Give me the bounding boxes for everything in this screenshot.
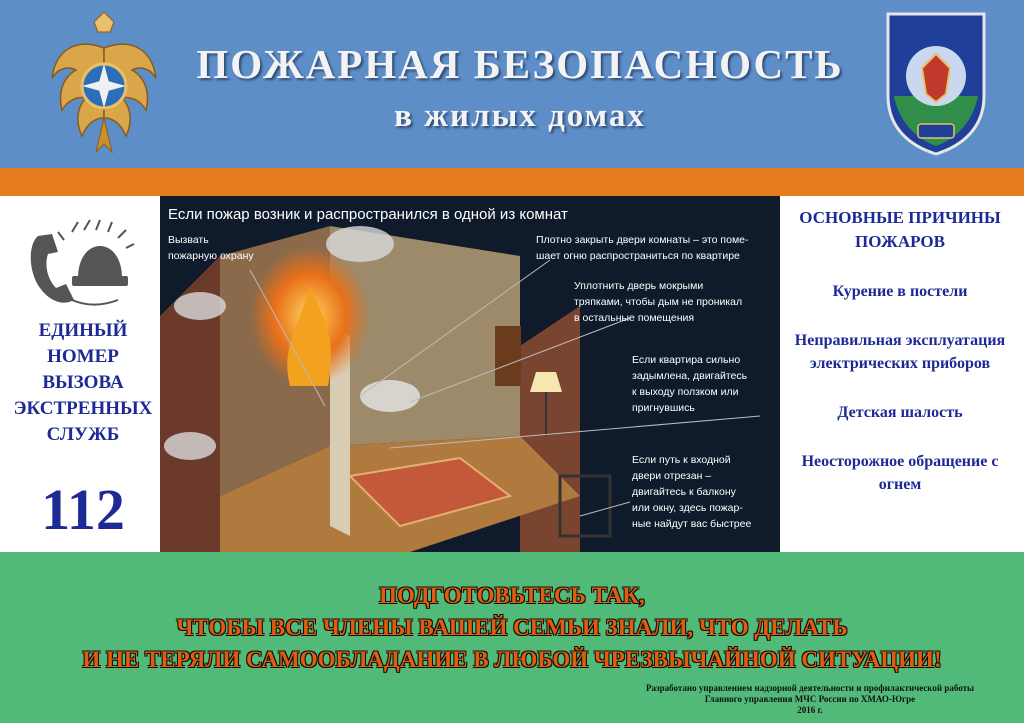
orange-divider <box>0 168 1024 196</box>
yugra-coat-of-arms-icon <box>880 6 992 156</box>
phone-siren-icon <box>26 218 138 308</box>
emergency-service-label <box>8 318 158 448</box>
fire-apartment-illustration <box>160 196 780 552</box>
credits-line: Разработано управлением надзорной деятельности и профилактической работы <box>645 683 975 693</box>
slogan-line: ЧТОБЫ ВСЕ ЧЛЕНЫ ВАШЕЙ СЕМЬИ ЗНАЛИ, ЧТО ДЕЛАТЬ <box>176 615 848 640</box>
cause-item: Неправильная эксплуатация электрических приборов <box>794 332 1006 372</box>
safety-slogan <box>0 580 1024 676</box>
emergency-line: ЕДИНЫЙ <box>38 320 128 341</box>
emergency-line: ЭКСТРЕННЫХ <box>13 398 153 419</box>
emergency-line: СЛУЖБ <box>46 424 120 445</box>
illustration-note: Если путь к входной двери отрезан – двигайтесь к балкону или окну, здесь пожар- ные найдут вас быстрее <box>632 454 752 530</box>
emergency-number: 112 <box>41 477 125 542</box>
emergency-line: ВЫЗОВА <box>42 372 124 393</box>
cause-item: Курение в постели <box>832 283 968 300</box>
mchs-eagle-emblem-icon <box>48 8 160 158</box>
illustration-note: Плотно закрыть двери комнаты – это поме- шает огню распространиться по квартире <box>536 234 749 262</box>
illustration-note: Уплотнить дверь мокрыми тряпками, чтобы дым не проникал в остальные помещения <box>574 280 743 324</box>
fire-causes-list <box>782 206 1018 522</box>
poster-title: ПОЖАРНАЯ БЕЗОПАСНОСТЬ <box>196 41 844 87</box>
cause-item: Детская шалость <box>837 404 963 421</box>
poster-subtitle: в жилых домах <box>394 98 646 134</box>
illustration-note: Вызвать пожарную охрану <box>168 234 254 262</box>
emergency-line: НОМЕР <box>47 346 119 367</box>
credits-line: Главного управления МЧС России по ХМАО-Югре <box>704 694 916 704</box>
illustration-title: Если пожар возник и распространился в одной из комнат <box>168 206 568 223</box>
cause-item: Неосторожное обращение с огнем <box>801 453 999 493</box>
slogan-line: И НЕ ТЕРЯЛИ САМООБЛАДАНИЕ В ЛЮБОЙ ЧРЕЗВЫЧАЙНОЙ СИТУАЦИИ! <box>82 647 942 672</box>
causes-title: ОСНОВНЫЕ ПРИЧИНЫ ПОЖАРОВ <box>799 208 1001 251</box>
publisher-credits <box>600 683 1020 716</box>
credits-line: 2016 г. <box>797 705 823 715</box>
illustration-note: Если квартира сильно задымлена, двигайтесь к выходу ползком или пригнувшись <box>632 354 748 414</box>
slogan-line: ПОДГОТОВЬТЕСЬ ТАК, <box>379 583 645 608</box>
